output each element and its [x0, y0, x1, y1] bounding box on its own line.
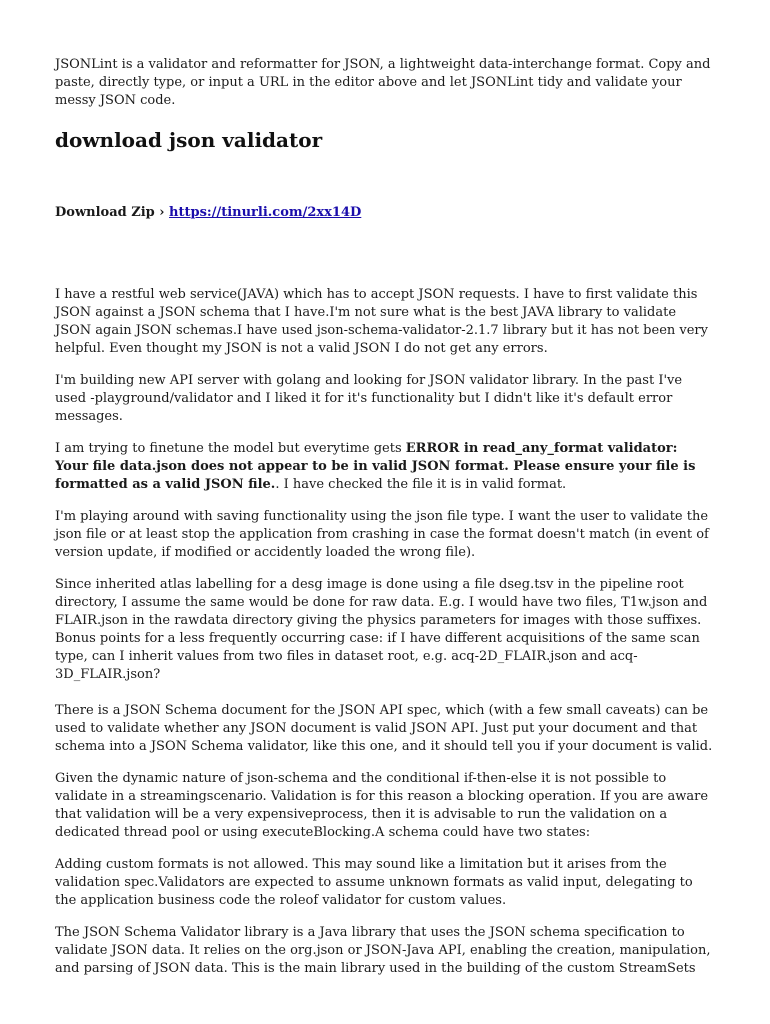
paragraph-3-text-after: . I have checked the file it is in valid format.	[275, 477, 567, 492]
paragraph-9: The JSON Schema Validator library is a Java library that uses the JSON schema specification to validate JSON data. It relies on the org.json or JSON-Java API, enabling the creation, manipulation, and parsing of JSON data. This is the main library used in the building of the custom StreamSets	[55, 925, 711, 976]
paragraph-3	[55, 440, 715, 494]
download-line	[55, 204, 715, 222]
paragraph-6: There is a JSON Schema document for the JSON API spec, which (with a few small caveats) can be used to validate whether any JSON document is valid JSON API. Just put your document and that schema into a JSON Schema validator, like this one, and it should tell you if your document is valid.	[55, 703, 713, 754]
paragraph-2: I'm building new API server with golang and looking for JSON validator library. In the past I've used -playground/validator and I liked it for it's functionality but I didn't like it's default error messages.	[55, 373, 683, 424]
download-label: Download Zip	[55, 205, 155, 220]
page-title: download json validator	[55, 128, 323, 152]
paragraph-8: Adding custom formats is not allowed. This may sound like a limitation but it arises from the validation spec.Validators are expected to assume unknown formats as valid input, delegating to the application business code the roleof validator for custom values.	[55, 857, 693, 908]
paragraph-3-text-before: I am trying to finetune the model but everytime gets	[55, 441, 406, 456]
paragraph-1: I have a restful web service(JAVA) which has to accept JSON requests. I have to first validate this JSON against a JSON schema that I have.I'm not sure what is the best JAVA library to validate JSON again JSON schemas.I have used json-schema-validator-2.1.7 library but it has not been very helpful. Even thought my JSON is not a valid JSON I do not get any errors.	[55, 287, 708, 356]
paragraph-3-bold-error: ERROR in read_any_format validator: Your file data.json does not appear to be in valid JSON format. Please ensure your file is formatted as a valid JSON file.	[55, 441, 696, 492]
paragraph-5: Since inherited atlas labelling for a desg image is done using a file dseg.tsv in the pipeline root directory, I assume the same would be done for raw data. E.g. I would have two files, T1w.json and FLAIR.json in the rawdata directory giving the physics parameters for images with those suffixes. Bonus points for a less frequently occurring case: if I have different acquisitions of the same scan type, can I inherit values from two files in dataset root, e.g. acq-2D_FLAIR.json and acq-3D_FLAIR.json?	[55, 577, 708, 682]
download-link[interactable]: https://tinurli.com/2xx14D	[169, 205, 362, 220]
intro-paragraph: JSONLint is a validator and reformatter for JSON, a lightweight data-interchange format. Copy and paste, directly type, or input a URL in the editor above and let JSONLint tidy and validate your messy JSON code.	[55, 57, 711, 108]
document-page	[55, 56, 715, 992]
download-separator: ›	[154, 205, 170, 220]
paragraph-7: Given the dynamic nature of json-schema and the conditional if-then-else it is not possible to validate in a streamingscenario. Validation is for this reason a blocking operation. If you are aware that validation will be a very expensiveprocess, then it is advisable to run the validation on a dedicated thread pool or using executeBlocking.A schema could have two states:	[55, 771, 709, 840]
paragraph-4: I'm playing around with saving functionality using the json file type. I want the user to validate the json file or at least stop the application from crashing in case the format doesn't match (in event of version update, if modified or accidently loaded the wrong file).	[55, 509, 709, 560]
